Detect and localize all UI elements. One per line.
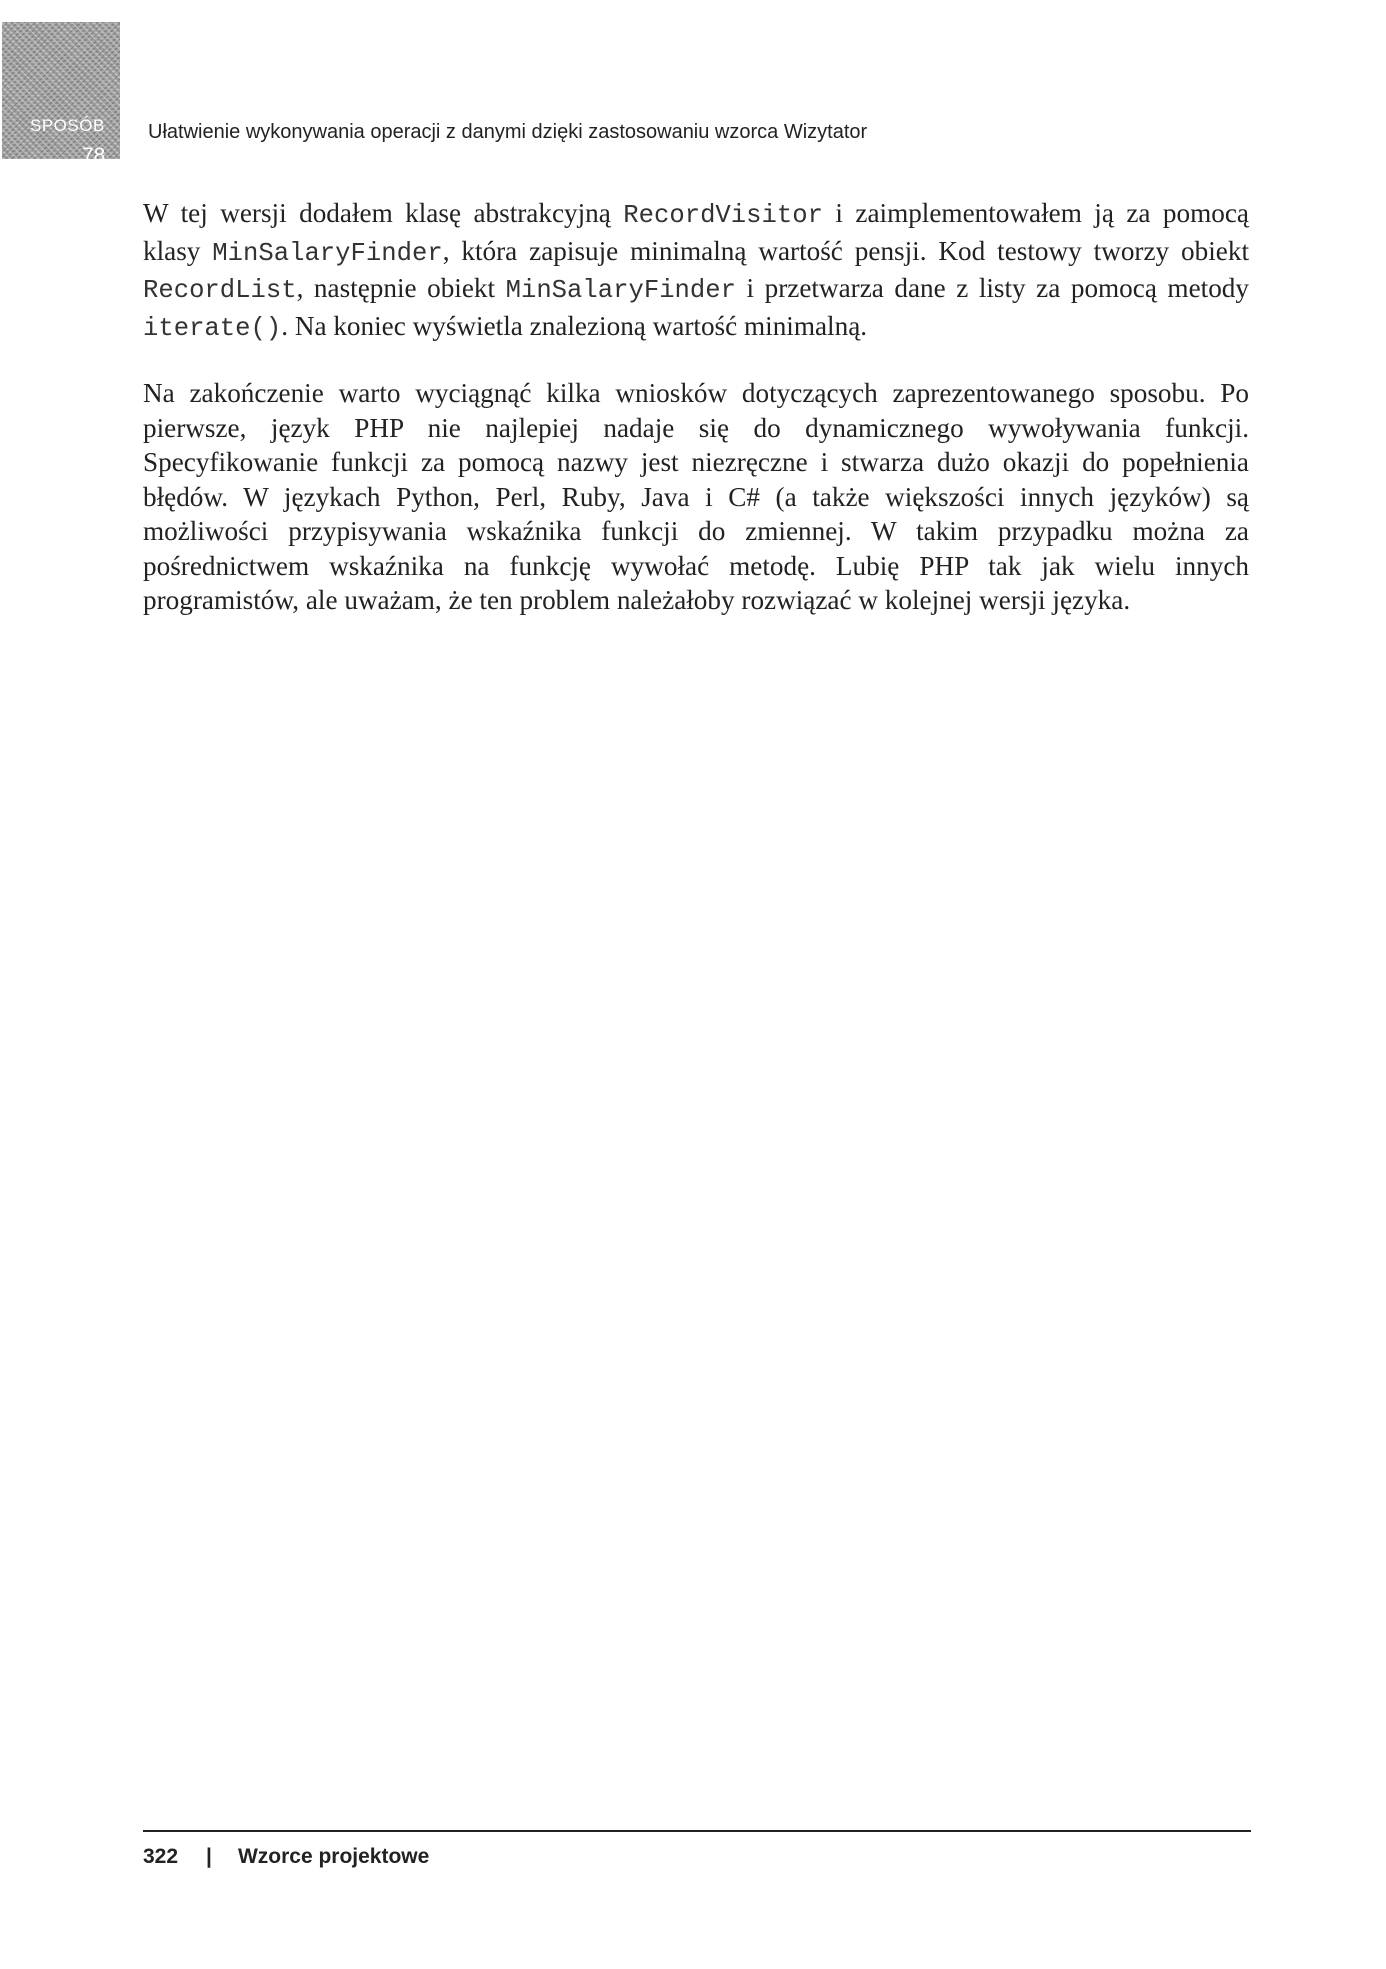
badge-label: SPOSÓB [30,116,105,135]
page-footer [143,1845,429,1869]
code-record-visitor: RecordVisitor [623,201,823,230]
section-badge [2,22,120,167]
code-min-salary-finder: MinSalaryFinder [212,238,443,268]
text-run: . Na koniec wyświetla znalezioną wartość minimalną. [281,310,868,341]
code-record-list: RecordList [143,276,297,305]
paragraph-1 [143,196,1249,346]
page-body [143,196,1249,648]
badge-number: 78. [82,144,112,167]
book-title: Wzorce projektowe [237,1845,430,1868]
footer-separator: | [206,1845,212,1868]
page-number: 322 [143,1845,179,1868]
paragraph-2: Na zakończenie warto wyciągnąć kilka wniosków dotyczących zaprezentowanego sposobu. Po pierwsze, język PHP nie najlepiej nadaje się do dynamicznego wywoływania funkcji. Specyfikowanie funkcji za pomocą nazwy jest niezręczne i stwarza dużo okazji do popełnienia błędów. W językach Python, Perl, Ruby, Java i C# (a także większości innych języków) są możliwości przypisywania wskaźnika funkcji do zmiennej. W takim przypadku można za pośrednictwem wskaźnika na funkcję wywołać metodę. Lubię PHP tak jak wielu innych programistów, ale uważam, że ten problem należałoby rozwiązać w kolejnej wersji języka. [143,378,1249,615]
text-run: W tej wersji dodałem klasę abstrakcyjną [143,198,624,228]
footer-rule [143,1830,1251,1832]
code-min-salary-finder: MinSalaryFinder [505,276,736,305]
running-title: Ułatwienie wykonywania operacji z danymi dzięki zastosowaniu wzorca Wizytator [148,121,868,143]
text-run: i przetwarza dane z listy za pomocą metody [736,273,1249,303]
text-run: , która zapisuje minimalną wartość pensji. Kod testowy tworzy obiekt [442,235,1249,266]
text-run: i zaimplementowałem ją za pomocą klasy [143,198,1249,266]
code-iterate: iterate() [143,313,282,343]
text-run: , następnie obiekt [296,273,506,303]
